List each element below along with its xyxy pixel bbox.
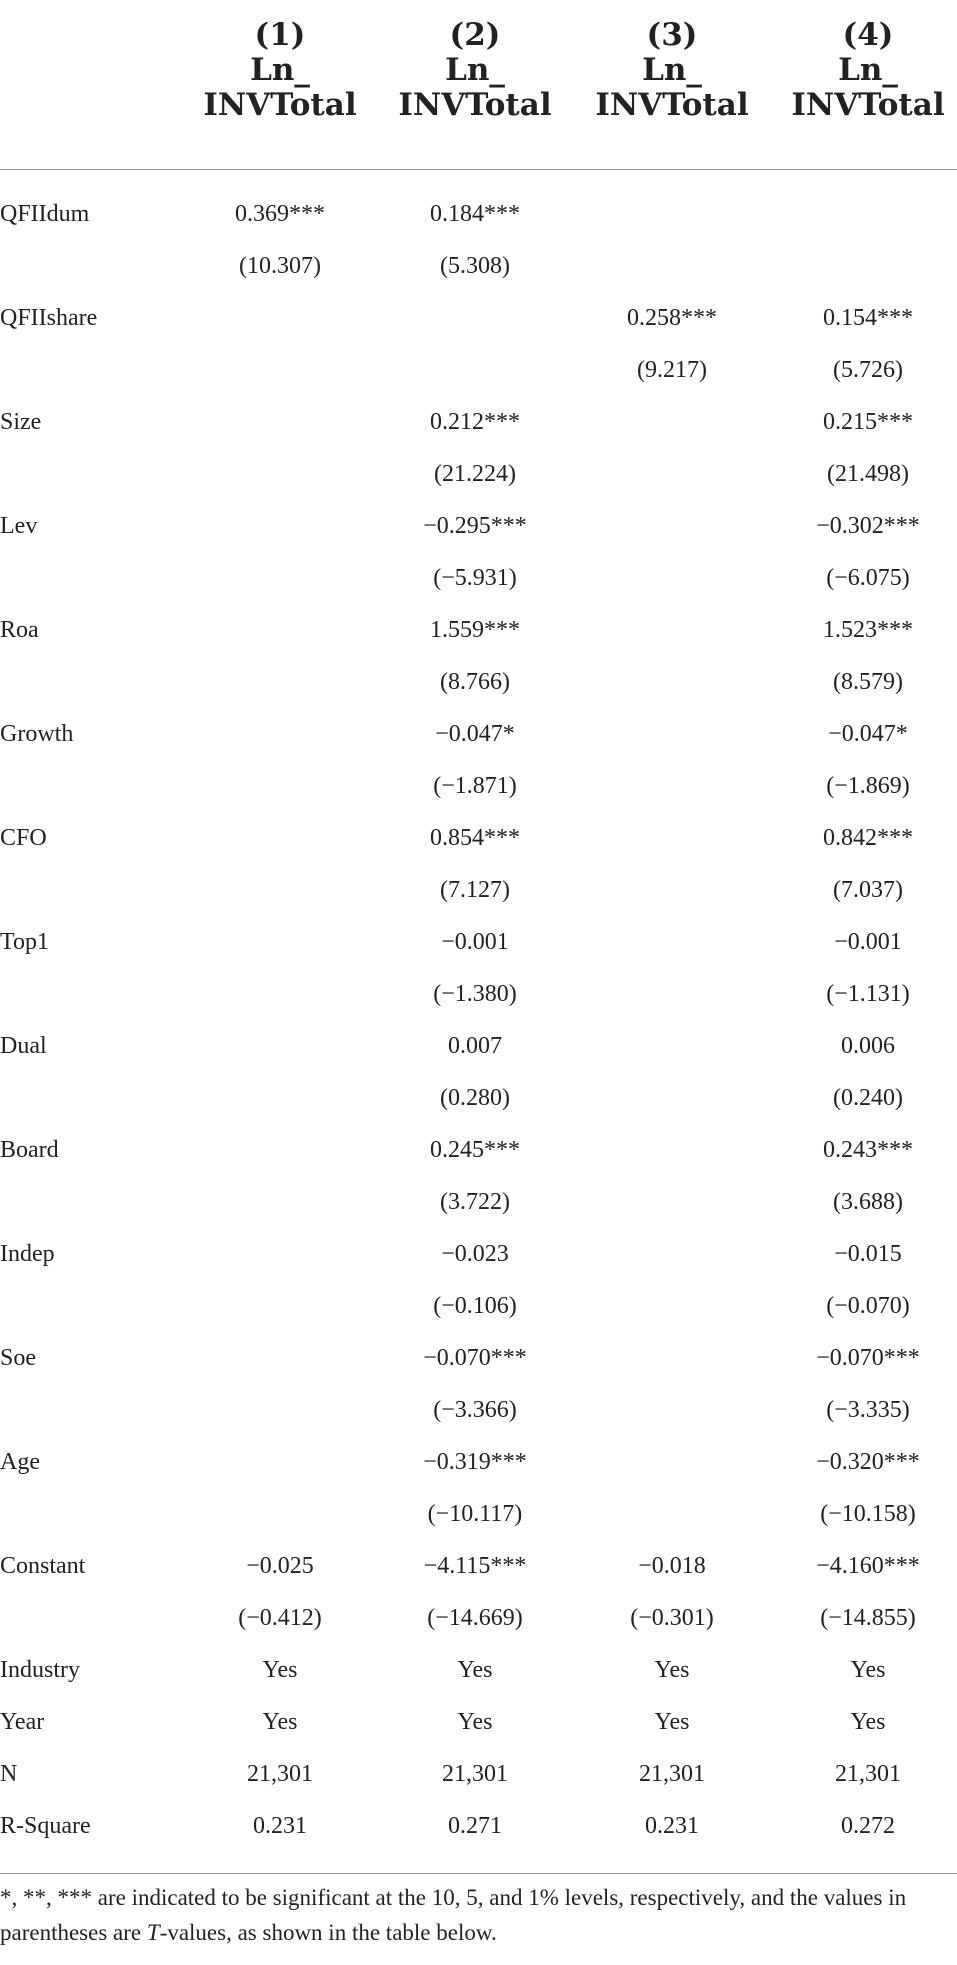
table-row xyxy=(0,1072,957,1124)
table-body xyxy=(0,188,957,1852)
table-cell-col2: (−14.669) xyxy=(427,1605,523,1631)
table-cell-col2: 0.271 xyxy=(448,1813,502,1839)
table-cell-col4: 1.523*** xyxy=(823,617,913,643)
table-cell-col2: −0.023 xyxy=(441,1241,509,1267)
table-cell-col4: 0.842*** xyxy=(823,825,913,851)
table-row xyxy=(0,344,957,396)
table-cell-col1: Yes xyxy=(262,1709,298,1735)
table-header xyxy=(0,0,957,170)
column-header-3 xyxy=(582,18,762,123)
table-row xyxy=(0,656,957,708)
table-cell-col3: (−0.301) xyxy=(630,1605,714,1631)
table-cell-col4: (21.498) xyxy=(827,461,909,487)
table-cell-col4: (−0.070) xyxy=(826,1293,910,1319)
table-cell-col4: −4.160*** xyxy=(816,1553,920,1579)
row-label: Soe xyxy=(0,1345,36,1371)
column-title-line2: INVTotal xyxy=(791,87,945,123)
table-cell-col2: −0.070*** xyxy=(423,1345,527,1371)
table-cell-col4: (−1.131) xyxy=(826,981,910,1007)
table-cell-col4: 0.243*** xyxy=(823,1137,913,1163)
footer-divider xyxy=(0,1873,957,1874)
column-title-line2: INVTotal xyxy=(398,87,552,123)
table-cell-col1: Yes xyxy=(262,1657,298,1683)
row-label: Age xyxy=(0,1449,40,1475)
table-cell-col4: (−6.075) xyxy=(826,565,910,591)
table-row xyxy=(0,1384,957,1436)
table-row xyxy=(0,1800,957,1852)
table-cell-col4: (−10.158) xyxy=(820,1501,916,1527)
table-cell-col2: 1.559*** xyxy=(430,617,520,643)
table-cell-col3: Yes xyxy=(654,1657,690,1683)
table-cell-col2: (3.722) xyxy=(440,1189,510,1215)
table-row xyxy=(0,1280,957,1332)
table-cell-col4: (3.688) xyxy=(833,1189,903,1215)
table-row xyxy=(0,708,957,760)
table-cell-col2: (−10.117) xyxy=(427,1501,523,1527)
column-header-2 xyxy=(385,18,565,123)
table-row xyxy=(0,604,957,656)
table-row xyxy=(0,1176,957,1228)
table-cell-col3: 0.258*** xyxy=(627,305,717,331)
table-row xyxy=(0,188,957,240)
table-row xyxy=(0,1696,957,1748)
column-title-line1: Ln_ xyxy=(445,52,505,88)
table-cell-col2: (−5.931) xyxy=(433,565,517,591)
table-cell-col2: −0.319*** xyxy=(423,1449,527,1475)
column-title-line1: Ln_ xyxy=(250,52,310,88)
table-row xyxy=(0,1332,957,1384)
footnote-italic-t: T xyxy=(146,1920,160,1945)
table-cell-col4: −0.320*** xyxy=(816,1449,920,1475)
table-cell-col1: 21,301 xyxy=(247,1761,313,1787)
table-cell-col2: −0.295*** xyxy=(423,513,527,539)
table-row xyxy=(0,1436,957,1488)
table-row xyxy=(0,1228,957,1280)
column-header-1 xyxy=(190,18,370,123)
row-label: CFO xyxy=(0,825,47,851)
table-cell-col4: (7.037) xyxy=(833,877,903,903)
table-cell-col3: 21,301 xyxy=(639,1761,705,1787)
table-cell-col4: (−1.869) xyxy=(826,773,910,799)
row-label: N xyxy=(0,1761,18,1787)
table-footnote xyxy=(0,1880,950,1950)
row-label: Indep xyxy=(0,1241,55,1267)
table-cell-col2: (−1.871) xyxy=(433,773,517,799)
row-label: Board xyxy=(0,1137,59,1163)
table-cell-col4: (8.579) xyxy=(833,669,903,695)
table-row xyxy=(0,448,957,500)
table-cell-col4: (5.726) xyxy=(833,357,903,383)
table-cell-col4: 0.215*** xyxy=(823,409,913,435)
column-number: (1) xyxy=(254,17,306,53)
row-label: Growth xyxy=(0,721,74,747)
column-number: (4) xyxy=(842,17,894,53)
row-label: QFIIshare xyxy=(0,305,98,331)
table-cell-col3: 0.231 xyxy=(645,1813,699,1839)
table-row xyxy=(0,292,957,344)
table-cell-col2: 0.184*** xyxy=(430,201,520,227)
table-row xyxy=(0,240,957,292)
table-row xyxy=(0,500,957,552)
footnote-text-end: -values, as shown in the table below. xyxy=(159,1920,497,1945)
table-row xyxy=(0,968,957,1020)
row-label: Top1 xyxy=(0,929,49,955)
table-cell-col2: (0.280) xyxy=(440,1085,510,1111)
row-label: Roa xyxy=(0,617,39,643)
table-row xyxy=(0,916,957,968)
row-label: Lev xyxy=(0,513,38,539)
table-cell-col3: −0.018 xyxy=(638,1553,706,1579)
table-cell-col1: 0.369*** xyxy=(235,201,325,227)
table-cell-col2: −0.001 xyxy=(441,929,509,955)
column-title-line2: INVTotal xyxy=(595,87,749,123)
row-label: Dual xyxy=(0,1033,47,1059)
table-row xyxy=(0,1020,957,1072)
table-row xyxy=(0,1540,957,1592)
table-cell-col1: 0.231 xyxy=(253,1813,307,1839)
table-row xyxy=(0,864,957,916)
table-row xyxy=(0,812,957,864)
table-cell-col2: 21,301 xyxy=(442,1761,508,1787)
table-cell-col1: (10.307) xyxy=(239,253,321,279)
table-cell-col4: 0.272 xyxy=(841,1813,895,1839)
table-cell-col2: −4.115*** xyxy=(423,1553,527,1579)
table-cell-col4: (−3.335) xyxy=(826,1397,910,1423)
table-cell-col2: 0.212*** xyxy=(430,409,520,435)
table-row xyxy=(0,1748,957,1800)
table-cell-col2: 0.854*** xyxy=(430,825,520,851)
row-label: Industry xyxy=(0,1657,80,1683)
table-row xyxy=(0,1124,957,1176)
table-cell-col2: (8.766) xyxy=(440,669,510,695)
table-cell-col4: (0.240) xyxy=(833,1085,903,1111)
table-cell-col4: −0.015 xyxy=(834,1241,902,1267)
table-cell-col2: (21.224) xyxy=(434,461,516,487)
table-cell-col2: Yes xyxy=(457,1657,493,1683)
table-cell-col2: 0.007 xyxy=(448,1033,502,1059)
table-cell-col2: Yes xyxy=(457,1709,493,1735)
table-cell-col4: 21,301 xyxy=(835,1761,901,1787)
table-row xyxy=(0,1592,957,1644)
table-cell-col4: Yes xyxy=(850,1709,886,1735)
table-row xyxy=(0,396,957,448)
column-title-line1: Ln_ xyxy=(642,52,702,88)
table-cell-col4: (−14.855) xyxy=(820,1605,916,1631)
row-label: R-Square xyxy=(0,1813,91,1839)
table-cell-col2: (−0.106) xyxy=(433,1293,517,1319)
table-cell-col2: 0.245*** xyxy=(430,1137,520,1163)
table-cell-col4: 0.154*** xyxy=(823,305,913,331)
table-cell-col2: −0.047* xyxy=(435,721,515,747)
row-label: Size xyxy=(0,409,42,435)
table-cell-col2: (7.127) xyxy=(440,877,510,903)
column-number: (2) xyxy=(449,17,501,53)
table-cell-col1: −0.025 xyxy=(246,1553,314,1579)
table-cell-col4: −0.047* xyxy=(828,721,908,747)
table-cell-col4: 0.006 xyxy=(841,1033,895,1059)
column-title-line1: Ln_ xyxy=(838,52,898,88)
row-label: QFIIdum xyxy=(0,201,90,227)
column-header-4 xyxy=(778,18,957,123)
table-row xyxy=(0,1488,957,1540)
column-title-line2: INVTotal xyxy=(203,87,357,123)
table-row xyxy=(0,1644,957,1696)
row-label: Year xyxy=(0,1709,45,1735)
table-row xyxy=(0,552,957,604)
footnote-text: *, **, *** are indicated to be significant at the 10, 5, and 1% levels, respectively, and the values in parentheses are xyxy=(0,1885,907,1945)
column-number: (3) xyxy=(646,17,698,53)
table-cell-col2: (−1.380) xyxy=(433,981,517,1007)
table-cell-col4: −0.001 xyxy=(834,929,902,955)
table-cell-col3: Yes xyxy=(654,1709,690,1735)
table-cell-col3: (9.217) xyxy=(637,357,707,383)
table-row xyxy=(0,760,957,812)
table-cell-col2: (−3.366) xyxy=(433,1397,517,1423)
table-cell-col4: Yes xyxy=(850,1657,886,1683)
table-cell-col4: −0.070*** xyxy=(816,1345,920,1371)
table-cell-col4: −0.302*** xyxy=(816,513,920,539)
table-cell-col1: (−0.412) xyxy=(238,1605,322,1631)
row-label: Constant xyxy=(0,1553,86,1579)
table-cell-col2: (5.308) xyxy=(440,253,510,279)
